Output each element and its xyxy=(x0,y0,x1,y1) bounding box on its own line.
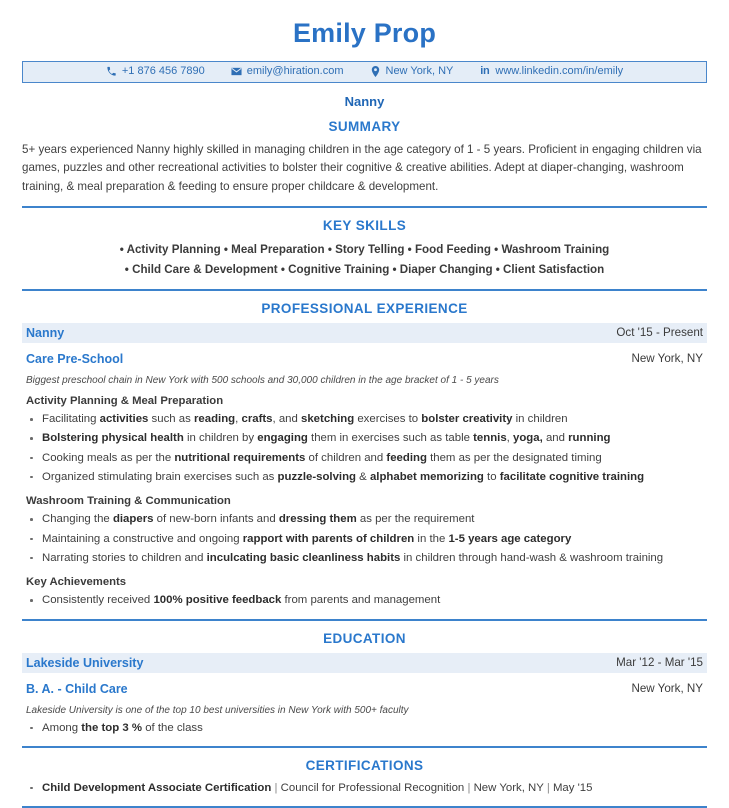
experience-group-heading: Washroom Training & Communication xyxy=(26,495,231,508)
section-heading-key-skills: KEY SKILLS xyxy=(322,218,407,234)
section-heading-summary: SUMMARY xyxy=(328,118,401,134)
experience-group-heading: Activity Planning & Meal Preparation xyxy=(26,394,224,407)
candidate-role: Nanny xyxy=(344,93,385,109)
experience-group-bullets xyxy=(22,411,707,486)
section-heading-certifications: CERTIFICATIONS xyxy=(305,757,424,773)
list-item: Organized stimulating brain exercises such as puzzle-solving & alphabet memorizing to facilitate cognitive training xyxy=(22,469,707,486)
experience-job-title: Nanny xyxy=(26,325,65,340)
contact-linkedin-text: www.linkedin.com/in/emily xyxy=(495,65,624,78)
contact-location-text: New York, NY xyxy=(385,65,454,78)
key-skills-line-1: • Activity Planning • Meal Preparation • Story Telling • Food Feeding • Washroom Training xyxy=(119,243,610,257)
education-dates: Mar '12 - Mar '15 xyxy=(616,656,703,670)
experience-description: Biggest preschool chain in New York with 500 schools and 30,000 children in the age bracket of 1 - 5 years xyxy=(26,374,499,386)
list-item: Facilitating activities such as reading, crafts, and sketching exercises to bolster creativity in children xyxy=(22,411,707,428)
list-item: Maintaining a constructive and ongoing rapport with parents of children in the 1-5 years age category xyxy=(22,531,707,548)
linkedin-icon: in xyxy=(480,65,490,78)
education-description: Lakeside University is one of the top 10 best universities in New York with 500+ faculty xyxy=(26,704,409,716)
envelope-icon xyxy=(231,66,242,77)
experience-entry-sub xyxy=(22,352,707,366)
experience-dates: Oct '15 - Present xyxy=(616,326,703,340)
contact-phone[interactable] xyxy=(93,66,218,77)
experience-organization: Care Pre-School xyxy=(26,351,124,366)
contact-bar xyxy=(22,61,707,83)
section-heading-experience: PROFESSIONAL EXPERIENCE xyxy=(261,300,468,316)
list-item: Cooking meals as per the nutritional requirements of children and feeding them as per the designated timing xyxy=(22,450,707,467)
experience-location: New York, NY xyxy=(631,352,703,366)
candidate-name: Emily Prop xyxy=(292,18,437,48)
map-pin-icon xyxy=(370,66,381,77)
divider xyxy=(22,289,707,291)
education-institution: Lakeside University xyxy=(26,655,144,670)
divider xyxy=(22,619,707,621)
education-location: New York, NY xyxy=(631,682,703,696)
contact-email-text: emily@hiration.com xyxy=(246,65,344,78)
divider xyxy=(22,746,707,748)
contact-email[interactable] xyxy=(218,66,357,77)
experience-group-heading: Key Achievements xyxy=(26,576,127,589)
education-bullets xyxy=(22,720,707,737)
education-degree: B. A. - Child Care xyxy=(26,681,128,696)
divider xyxy=(22,206,707,208)
list-item: Among the top 3 % of the class xyxy=(22,720,707,737)
summary-text: 5+ years experienced Nanny highly skilled in managing children in the age category of 1 - 5 years. Proficient in engaging children via games, puzzles and other recreational activities to bolster their cognitive & creative abilities. Adept at diaper-changing, washroom training, & meal preparation & feeding to ensure proper childcare & development. xyxy=(22,142,702,194)
contact-phone-text: +1 876 456 7890 xyxy=(121,65,205,78)
contact-location[interactable] xyxy=(357,66,467,77)
experience-entry-bar xyxy=(22,323,707,343)
education-entry-bar xyxy=(22,653,707,673)
list-item: Changing the diapers of new-born infants and dressing them as per the requirement xyxy=(22,511,707,528)
list-item: Bolstering physical health in children by engaging them in exercises such as table tennis, yoga, and running xyxy=(22,430,707,447)
list-item: Child Development Associate Certification | Council for Professional Recognition | New York, NY | May '15 xyxy=(22,780,707,797)
key-skills-line-2: • Child Care & Development • Cognitive Training • Diaper Changing • Client Satisfaction xyxy=(124,262,605,276)
contact-linkedin[interactable] xyxy=(466,66,636,77)
phone-icon xyxy=(106,66,117,77)
section-heading-education: EDUCATION xyxy=(323,630,406,646)
experience-group-bullets xyxy=(22,592,707,609)
education-entry-sub xyxy=(22,682,707,696)
list-item: Narrating stories to children and inculcating basic cleanliness habits in children through hand-wash & washroom training xyxy=(22,550,707,567)
experience-group-bullets xyxy=(22,511,707,567)
list-item: Consistently received 100% positive feedback from parents and management xyxy=(22,592,707,609)
